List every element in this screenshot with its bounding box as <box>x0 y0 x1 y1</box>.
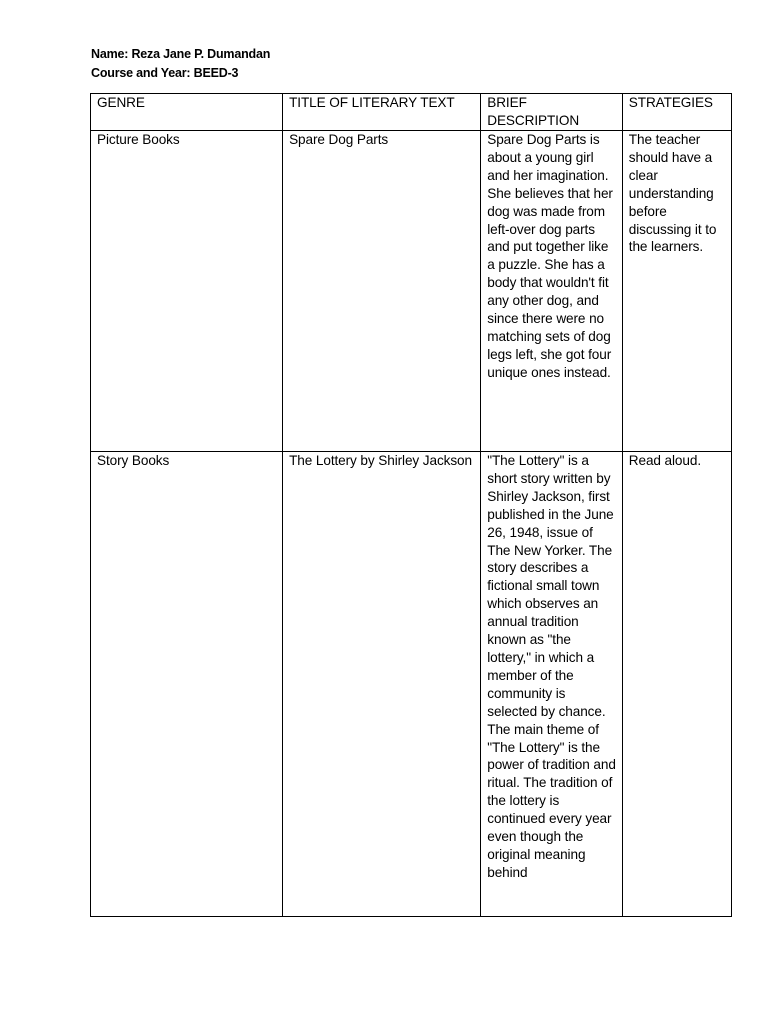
genre-cell: Picture Books <box>91 131 283 452</box>
column-header-strategies: STRATEGIES <box>622 94 731 131</box>
title-cell: Spare Dog Parts <box>283 131 481 452</box>
document-header <box>91 45 270 83</box>
title-cell: The Lottery by Shirley Jackson <box>283 452 481 917</box>
table-row <box>91 452 732 917</box>
strategy-cell: The teacher should have a clear understanding before discussing it to the learners. <box>622 131 731 452</box>
table-header-row <box>91 94 732 131</box>
description-cell: "The Lottery" is a short story written by Shirley Jackson, first published in the June 26, 1948, issue of The New Yorker. The story describes a fictional small town which observes an annual tradition known as "the lottery," in which a member of the community is selected by chance. The main theme of "The Lottery" is the power of tradition and ritual. The tradition of the lottery is continued every year even though the original meaning behind <box>481 452 623 917</box>
column-header-title: TITLE OF LITERARY TEXT <box>283 94 481 131</box>
student-name: Name: Reza Jane P. Dumandan <box>91 47 271 61</box>
column-header-description: BRIEF DESCRIPTION <box>481 94 623 131</box>
genre-cell: Story Books <box>91 452 283 917</box>
strategy-cell: Read aloud. <box>622 452 731 917</box>
literature-table <box>90 93 732 917</box>
table-row <box>91 131 732 452</box>
description-cell: Spare Dog Parts is about a young girl and her imagination. She believes that her dog was made from left-over dog parts and put together like a puzzle. She has a body that wouldn't fit any other dog, and since there were no matching sets of dog legs left, she got four unique ones instead. <box>481 131 623 452</box>
course-and-year: Course and Year: BEED-3 <box>91 66 239 80</box>
column-header-genre: GENRE <box>91 94 283 131</box>
